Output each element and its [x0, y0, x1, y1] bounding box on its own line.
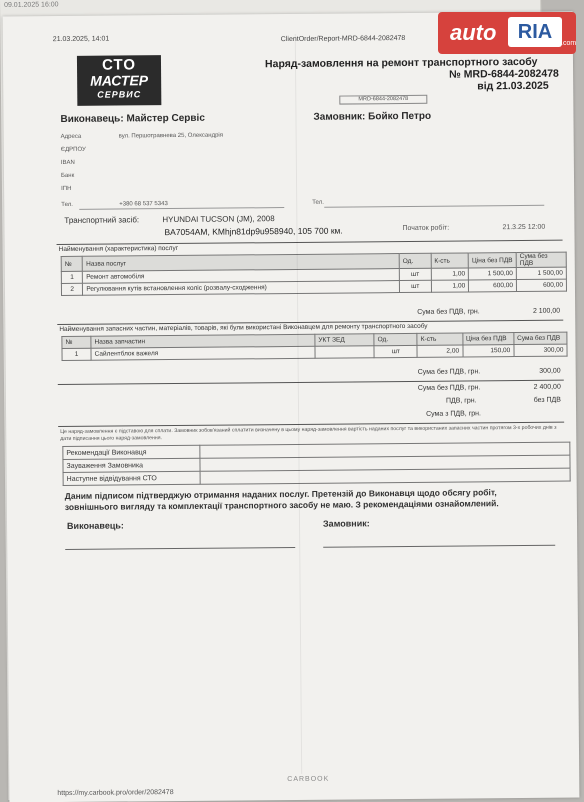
total-with-vat-value: [501, 410, 561, 411]
cell: 300,00: [514, 344, 567, 356]
phone-value: +380 68 537 5343: [119, 201, 168, 208]
payment-notice: Це наряд-замовлення є підставою для сплати. Замовник зобов'язаний сплатити визначену в цьому наряд-замовлення вартість наданих послуг та використаних запасних частин протягом 3-х робочих днів з дати підписання цього наряд-замовлення.: [60, 424, 557, 442]
cell: 600,00: [469, 280, 517, 292]
remark-value: [200, 468, 570, 484]
phone-label: Тел.: [61, 201, 73, 208]
grand-total-label: Сума без ПДВ, грн.: [417, 384, 481, 392]
cell: [315, 346, 374, 359]
col-price: Ціна без ПДВ: [468, 253, 516, 268]
cell: шт: [399, 280, 431, 292]
back-sheet-stamp: 09.01.2025 16:00: [4, 1, 59, 9]
barcode: MRD-6844-2082478: [339, 95, 427, 105]
remark-label: Рекомендації Виконавця: [63, 445, 200, 459]
remark-label: Наступне відвідування СТО: [63, 471, 200, 485]
grand-total-value: 2 400,00: [533, 383, 561, 391]
customer-label: Замовник:: [313, 111, 366, 123]
cell: 2: [61, 283, 82, 295]
logo-line-1: СТО: [101, 56, 137, 74]
services-total-value: 2 100,00: [532, 307, 561, 315]
logo-line-3: СЕРВИС: [97, 89, 142, 100]
cell: шт: [399, 268, 431, 280]
cell: шт: [374, 345, 417, 357]
customer-phone-label: Тел.: [312, 199, 324, 206]
vehicle-label: Транспортний засіб:: [64, 215, 140, 225]
col-number: №: [61, 256, 83, 271]
parts-total-value: 300,00: [539, 367, 561, 375]
iban-label: IBAN: [60, 159, 75, 166]
watermark-auto: auto: [450, 20, 497, 45]
document-title: Наряд-замовлення на ремонт транспортного засобу: [264, 55, 538, 71]
divider: [58, 380, 564, 385]
parts-section-title: Найменування запасних частин, матеріалів, товарів, які були використані Виконавцем для ремонту транспортного засобу: [59, 322, 428, 334]
parts-total-label: Сума без ПДВ, грн.: [417, 368, 481, 376]
divider: [57, 240, 563, 245]
services-total-label: Сума без ПДВ, грн.: [417, 308, 480, 316]
edrpou-label: ЄДРПОУ: [60, 146, 86, 153]
cell: 1,00: [431, 268, 469, 280]
logo-line-2: МАСТЕР: [90, 72, 149, 89]
executor-signature-line: [65, 547, 295, 550]
bank-label: Банк: [60, 172, 75, 179]
vehicle-model: HYUNDAI TUCSON (JM), 2008: [162, 214, 275, 225]
cell: 1: [62, 348, 91, 360]
services-section-title: Найменування (характеристика) послуг: [58, 244, 179, 254]
address-value: вул. Першотравнева 25, Олександрія: [118, 132, 224, 140]
confirmation-text: Даним підписом підтверджую отримання наданих послуг. Претензій до Виконавця щодо обсягу робіт, зовнішнього вигляду та комплектації транспортного засобу не маю. З рекомендаціями ознайомлений.: [64, 487, 499, 512]
total-with-vat-label: Сума з ПДВ, грн.: [426, 410, 481, 418]
company-logo: [77, 55, 161, 106]
customer-phone-underline: [324, 205, 544, 208]
carbook-brand: CARBOOK: [287, 775, 330, 784]
cell: 600,00: [516, 279, 566, 291]
col-unit: Од.: [374, 333, 417, 345]
document-date: від 21.03.2025: [477, 79, 549, 93]
vat-value: без ПДВ: [533, 396, 561, 404]
col-sum: Сума без ПДВ: [514, 332, 567, 344]
col-part-name: Назва запчастин: [91, 334, 315, 348]
col-number: №: [62, 336, 91, 348]
executor-signature-label: Виконавець:: [66, 520, 124, 531]
col-unit: Од.: [399, 253, 431, 268]
watermark-com: .com: [561, 40, 577, 47]
col-uktzed: УКТ ЗЕД: [315, 334, 374, 347]
cell: 1 500,00: [516, 267, 566, 279]
col-price: Ціна без ПДВ: [462, 333, 513, 345]
watermark-ria: RIA: [508, 17, 562, 47]
report-id: ClientOrder/Report-MRD-6844-2082478: [280, 34, 406, 44]
customer-signature-label: Замовник:: [322, 518, 370, 529]
cell: Сайлентблок важеля: [91, 346, 315, 360]
col-quantity: К-сть: [431, 253, 469, 268]
ipn-label: ІПН: [61, 185, 72, 192]
vehicle-details: BA7054AM, KMhjn81dp9u958940, 105 700 км.: [164, 225, 343, 238]
document-number: № MRD-6844-2082478: [449, 67, 559, 81]
cell: Ремонт автомобіля: [83, 269, 400, 284]
footer-url: https://my.carbook.pro/order/2082478: [57, 789, 174, 798]
document-page: [3, 12, 580, 802]
cell: Регулювання кутів встановлення коліс (розвалу-сходження): [83, 281, 400, 296]
services-table: [61, 252, 567, 296]
executor-label: Виконавець:: [60, 113, 124, 126]
remarks-table: [62, 442, 570, 486]
cell: 1,00: [431, 280, 469, 292]
fold-line: [295, 34, 302, 774]
work-start-value: 21.3.25 12:00: [502, 223, 546, 232]
cell: 150,00: [463, 345, 514, 357]
phone-underline: [79, 207, 284, 210]
customer-signature-line: [323, 545, 555, 548]
work-start-label: Початок робіт:: [402, 224, 450, 233]
executor-name: Майстер Сервіс: [126, 112, 205, 125]
col-sum: Сума без ПДВ: [516, 252, 566, 267]
print-datetime: 21.03.2025, 14:01: [52, 35, 110, 44]
cell: 1: [61, 271, 82, 283]
cell: 2,00: [417, 345, 462, 357]
customer-name: Бойко Петро: [368, 110, 432, 123]
vat-label: ПДВ, грн.: [445, 397, 477, 405]
cell: 1 500,00: [469, 268, 517, 280]
col-quantity: К-сть: [417, 333, 462, 345]
autoria-watermark: [438, 12, 576, 54]
parts-table: [61, 332, 567, 361]
address-label: Адреса: [60, 133, 82, 140]
col-service-name: Назва послуг: [83, 254, 400, 272]
remark-label: Зауваження Замовника: [63, 458, 200, 472]
